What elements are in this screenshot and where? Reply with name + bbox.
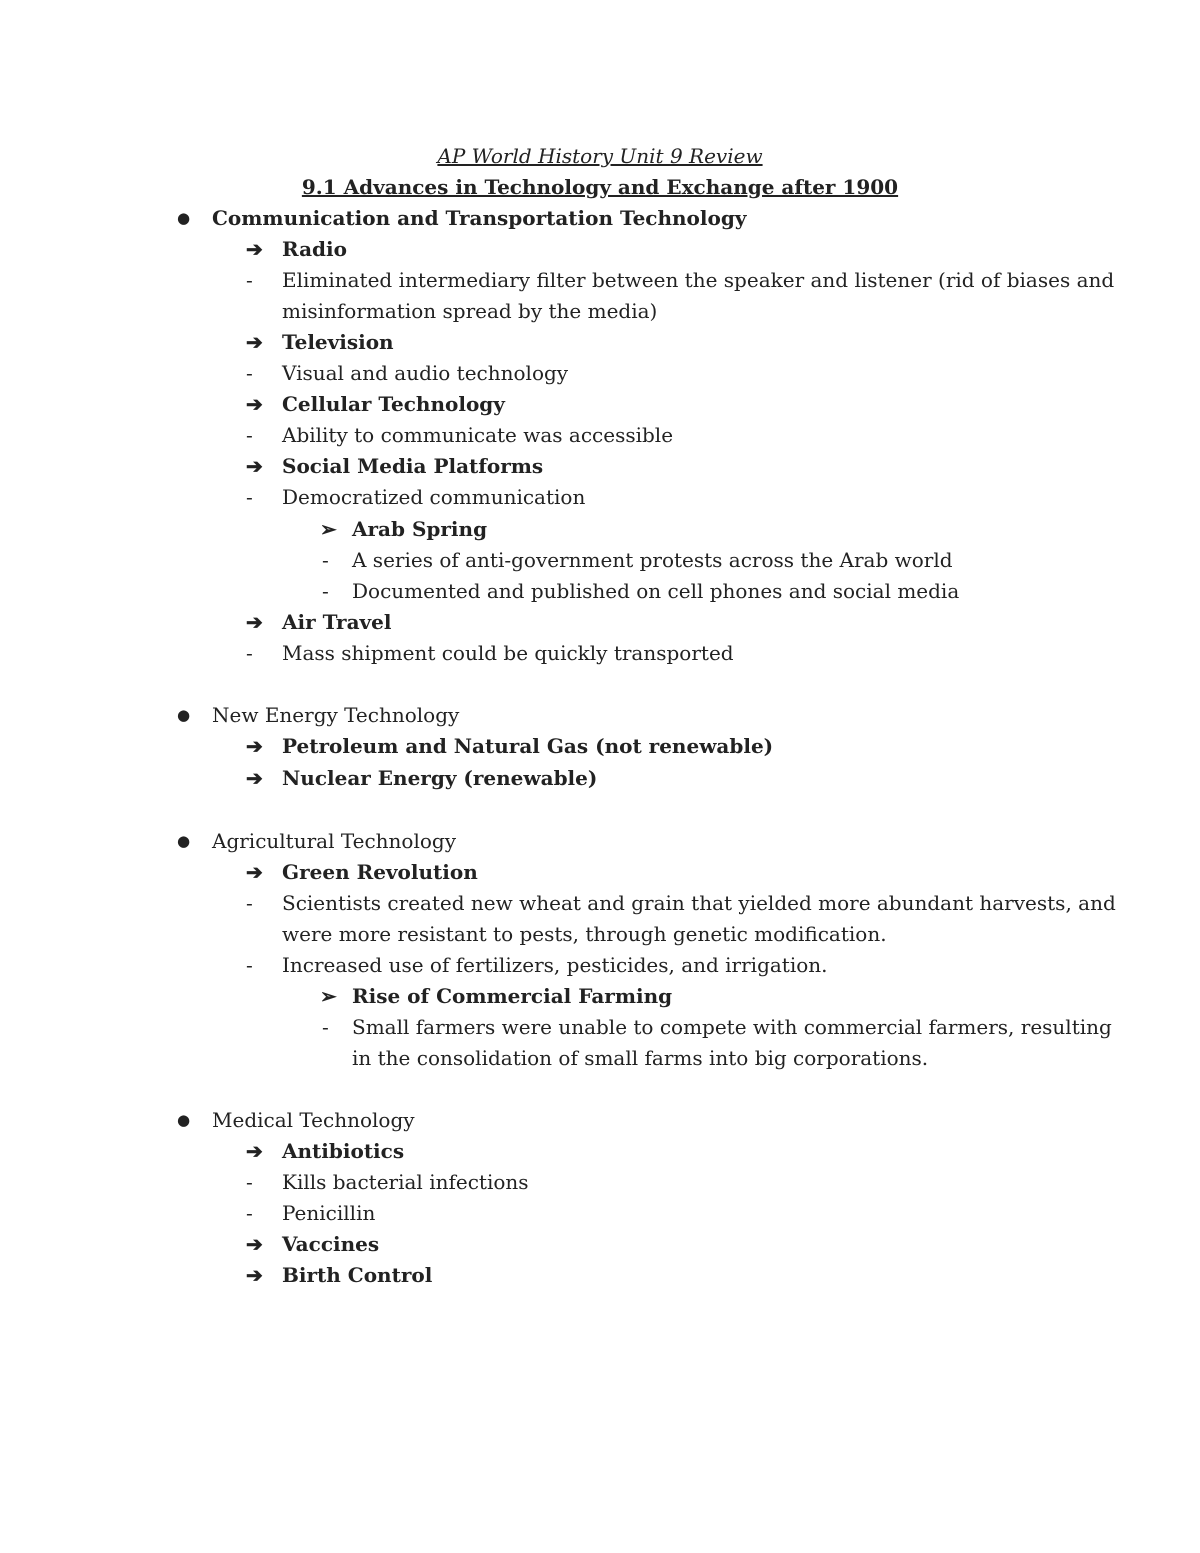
- note-air-travel: - Mass shipment could be quickly transported: [282, 638, 734, 669]
- topic-cellular: ➔ Cellular Technology: [282, 389, 505, 420]
- note-commercial-farming-a: - Small farmers were unable to compete with commercial farmers, resulting: [352, 1012, 1112, 1043]
- topic-antibiotics: ➔ Antibiotics: [282, 1136, 404, 1167]
- section-heading-agriculture: ● Agricultural Technology: [212, 826, 456, 857]
- topic-petroleum: ➔ Petroleum and Natural Gas (not renewable): [282, 731, 773, 762]
- topic-vaccines: ➔ Vaccines: [282, 1229, 379, 1260]
- note-arab-spring-2: - Documented and published on cell phones and social media: [352, 576, 959, 607]
- note-green-revolution-2: - Increased use of fertilizers, pesticides, and irrigation.: [282, 950, 828, 981]
- arrow-icon: ➔: [246, 766, 263, 790]
- note-radio-1: - Eliminated intermediary filter between the speaker and listener (rid of biases and: [282, 265, 1114, 296]
- note-television: - Visual and audio technology: [282, 358, 568, 389]
- dash-icon: -: [246, 485, 253, 509]
- arrow-icon: ➔: [246, 610, 263, 634]
- dash-icon: -: [322, 548, 329, 572]
- note-cellular: - Ability to communicate was accessible: [282, 420, 673, 451]
- note-antibiotics-2: - Penicillin: [282, 1198, 375, 1229]
- section-heading-energy: ● New Energy Technology: [212, 700, 459, 731]
- arrow-icon: ➔: [246, 392, 263, 416]
- arrow-icon: ➔: [246, 454, 263, 478]
- note-antibiotics-1: - Kills bacterial infections: [282, 1167, 529, 1198]
- arrow-icon: ➔: [246, 1263, 263, 1287]
- dash-icon: -: [246, 891, 253, 915]
- topic-television: ➔ Television: [282, 327, 394, 358]
- section-heading-medical: ● Medical Technology: [212, 1105, 415, 1136]
- topic-nuclear: ➔ Nuclear Energy (renewable): [282, 763, 597, 794]
- note-green-revolution-1a: - Scientists created new wheat and grain that yielded more abundant harvests, and: [282, 888, 1116, 919]
- subtopic-arab-spring: ➢ Arab Spring: [352, 514, 487, 545]
- topic-radio: ➔ Radio: [282, 234, 347, 265]
- arrow-icon: ➔: [246, 1232, 263, 1256]
- bullet-icon: ●: [177, 706, 191, 724]
- note-radio-2: misinformation spread by the media): [282, 299, 658, 323]
- dash-icon: -: [246, 1201, 253, 1225]
- bullet-icon: ●: [177, 209, 191, 227]
- dash-icon: -: [246, 953, 253, 977]
- arrow-icon: ➔: [246, 860, 263, 884]
- section-title: 9.1 Advances in Technology and Exchange after 1900: [301, 175, 899, 199]
- arrow-icon: ➔: [246, 734, 263, 758]
- dash-icon: -: [246, 423, 253, 447]
- bullet-icon: ●: [177, 832, 191, 850]
- sub-arrow-icon: ➢: [320, 517, 337, 541]
- dash-icon: -: [322, 579, 329, 603]
- note-arab-spring-1: - A series of anti-government protests across the Arab world: [352, 545, 953, 576]
- note-commercial-farming-b: in the consolidation of small farms into big corporations.: [352, 1046, 929, 1070]
- arrow-icon: ➔: [246, 237, 263, 261]
- dash-icon: -: [322, 1015, 329, 1039]
- bullet-icon: ●: [177, 1111, 191, 1129]
- dash-icon: -: [246, 1170, 253, 1194]
- arrow-icon: ➔: [246, 330, 263, 354]
- document-title: AP World History Unit 9 Review: [437, 144, 763, 168]
- dash-icon: -: [246, 361, 253, 385]
- dash-icon: -: [246, 268, 253, 292]
- section-heading-communication: ● Communication and Transportation Technology: [212, 203, 746, 234]
- arrow-icon: ➔: [246, 1139, 263, 1163]
- topic-air-travel: ➔ Air Travel: [282, 607, 391, 638]
- topic-birth-control: ➔ Birth Control: [282, 1260, 432, 1291]
- topic-social-media: ➔ Social Media Platforms: [282, 451, 543, 482]
- topic-green-revolution: ➔ Green Revolution: [282, 857, 478, 888]
- sub-arrow-icon: ➢: [320, 984, 337, 1008]
- note-green-revolution-1b: were more resistant to pests, through genetic modification.: [282, 922, 887, 946]
- dash-icon: -: [246, 641, 253, 665]
- subtopic-commercial-farming: ➢ Rise of Commercial Farming: [352, 981, 672, 1012]
- note-social-media: - Democratized communication: [282, 482, 585, 513]
